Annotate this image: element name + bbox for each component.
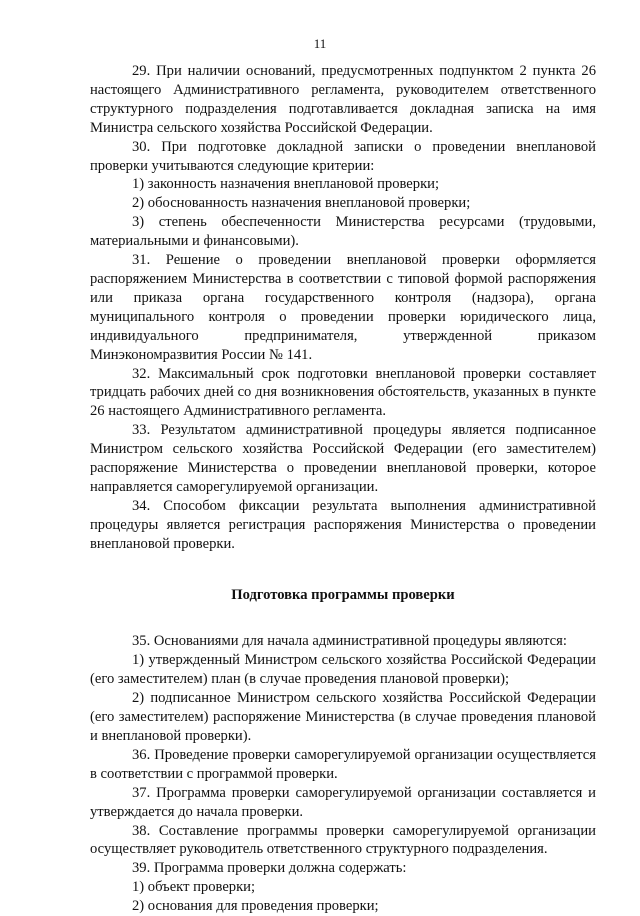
program-item-1: 1) объект проверки; <box>132 879 256 896</box>
paragraph-33: 33. Результатом административной процедуры является подписанное Министром сельского хозяйства Российской Федерации (его заместителем) распоряжение Министерства о проведении внеплановой проверки, которое направляется саморегулируемой организации. <box>90 422 596 495</box>
paragraph-30: 30. При подготовке докладной записки о проведении внеплановой проверки учитываются следующие критерии: <box>90 138 596 174</box>
paragraph-39: 39. Программа проверки должна содержать: <box>132 860 407 877</box>
paragraph-29: 29. При наличии оснований, предусмотренных подпунктом 2 пункта 26 настоящего Административного регламента, руководителем ответственного структурного подразделения подготавливается докладная записка на имя Министра сельского хозяйства Российской Федерации. <box>90 63 596 136</box>
paragraph-38: 38. Составление программы проверки саморегулируемой организации осуществляет руководитель ответственного структурного подразделения. <box>90 822 596 858</box>
page-number: 11 <box>313 36 327 51</box>
basis-2: 2) подписанное Министром сельского хозяйства Российской Федерации (его заместителем) распоряжение Министерства (в случае проведения плановой и внеплановой проверки). <box>90 690 596 744</box>
paragraph-36: 36. Проведение проверки саморегулируемой организации осуществляется в соответствии с программой проверки. <box>90 746 596 782</box>
criterion-1: 1) законность назначения внеплановой проверки; <box>132 176 440 193</box>
criterion-3: 3) степень обеспеченности Министерства ресурсами (трудовыми, материальными и финансовыми). <box>90 214 596 250</box>
basis-1: 1) утвержденный Министром сельского хозяйства Российской Федерации (его заместителем) план (в случае проведения плановой проверки); <box>90 652 596 688</box>
criterion-2: 2) обоснованность назначения внеплановой проверки; <box>132 195 471 212</box>
paragraph-35: 35. Основаниями для начала административной процедуры являются: <box>132 633 567 650</box>
section-heading: Подготовка программы проверки <box>231 586 455 603</box>
paragraph-32: 32. Максимальный срок подготовки внеплановой проверки составляет тридцать рабочих дней со дня возникновения обстоятельств, указанных в пункте 26 настоящего Административного регламента. <box>90 365 596 420</box>
paragraph-37: 37. Программа проверки саморегулируемой организации составляется и утверждается до начала проверки. <box>90 784 596 820</box>
paragraph-31: 31. Решение о проведении внеплановой проверки оформляется распоряжением Министерства в соответствии с типовой формой распоряжения или приказа органа государственного контроля (надзора), органа муниципального контроля о проведении проверки юридического лица, индивидуального предпринимателя, утвержденной приказом Минэкономразвития России № 141. <box>90 252 596 363</box>
document-body <box>90 62 596 916</box>
program-item-2: 2) основания для проведения проверки; <box>132 898 379 915</box>
paragraph-34: 34. Способом фиксации результата выполнения административной процедуры является регистрация распоряжения Министерства о проведении внеплановой проверки. <box>90 497 596 552</box>
